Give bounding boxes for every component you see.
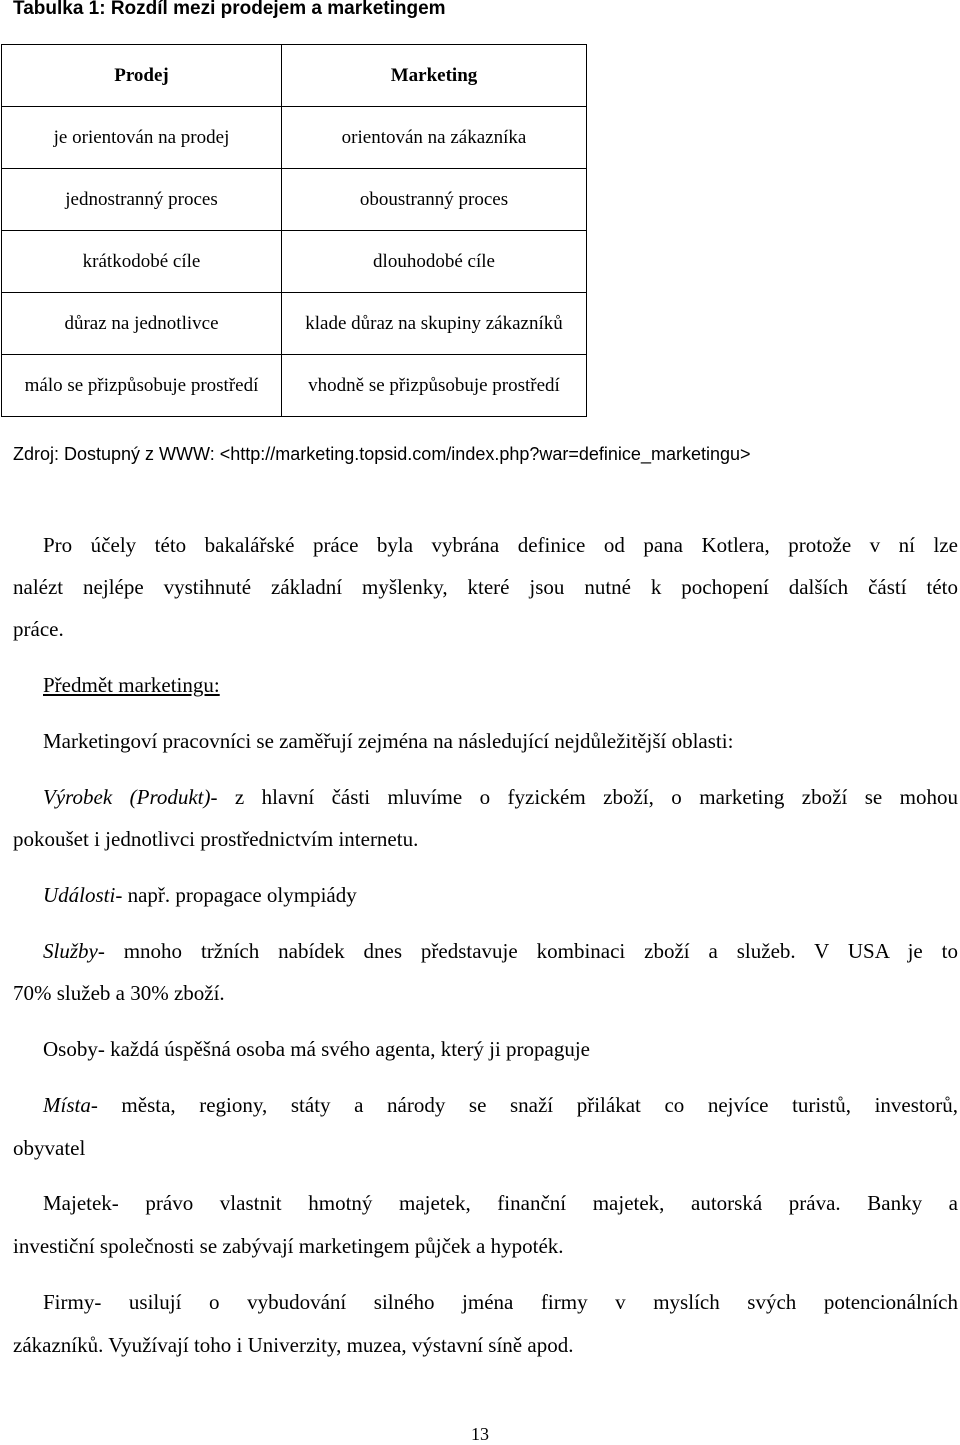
areas-intro: Marketingoví pracovníci se zaměřují zejména na následující nejdůležitější oblasti: <box>43 729 734 753</box>
table-cell: dlouhodobé cíle <box>282 231 587 293</box>
subject-heading: Předmět marketingu: <box>43 673 220 697</box>
table-row <box>2 293 587 355</box>
item-vyrobek-line-1 <box>13 776 958 818</box>
item-sluzby-line-2: 70% služeb a 30% zboží. <box>13 981 225 1005</box>
item-vyrobek-term: Výrobek (Produkt) <box>43 785 211 809</box>
table-cell: klade důraz na skupiny zákazníků <box>282 293 587 355</box>
item-vyrobek-line-2: pokoušet i jednotlivci prostřednictvím internetu. <box>13 827 419 851</box>
table-cell: orientován na zákazníka <box>282 107 587 169</box>
item-firmy-line-1: Firmy- usilují o vybudování silného jména firmy v myslích svých potencionálních <box>43 1290 958 1314</box>
intro-line-2: nalézt nejlépe vystihnuté základní myšlenky, které jsou nutné k pochopení dalších částí této <box>13 575 958 599</box>
item-udalosti-term: Události <box>43 883 116 907</box>
comparison-table <box>1 44 587 417</box>
intro-line-3: práce. <box>13 617 64 641</box>
item-firmy-line-2: zákazníků. Využívají toho i Univerzity, muzea, výstavní síně apod. <box>13 1333 574 1357</box>
item-sluzby-term: Služby <box>43 939 98 963</box>
header-prodej: Prodej <box>2 45 282 107</box>
table-row <box>2 231 587 293</box>
item-sluzby-line-1 <box>13 930 958 972</box>
table-cell: je orientován na prodej <box>2 107 282 169</box>
table-cell: krátkodobé cíle <box>2 231 282 293</box>
intro-line-1: Pro účely této bakalářské práce byla vybrána definice od pana Kotlera, protože v ní lze <box>43 533 958 557</box>
header-marketing: Marketing <box>282 45 587 107</box>
item-vyrobek-text: - z hlavní části mluvíme o fyzickém zboží, o marketing zboží se mohou <box>210 785 958 809</box>
table-cell: důraz na jednotlivce <box>2 293 282 355</box>
item-osoby: Osoby- každá úspěšná osoba má svého agenta, který ji propaguje <box>43 1037 591 1061</box>
item-sluzby-text: - mnoho tržních nabídek dnes představuje kombinaci zboží a služeb. V USA je to <box>97 939 958 963</box>
item-udalosti <box>13 874 958 916</box>
subject-heading-row <box>13 664 958 706</box>
table-cell: jednostranný proces <box>2 169 282 231</box>
table-header-row <box>2 45 587 107</box>
table-row <box>2 355 587 417</box>
table-row <box>2 107 587 169</box>
item-mista-line-2: obyvatel <box>13 1136 86 1160</box>
item-mista-line-1 <box>13 1084 958 1126</box>
table-row <box>2 169 587 231</box>
item-mista-term: Místa <box>43 1093 91 1117</box>
table-cell: oboustranný proces <box>282 169 587 231</box>
item-majetek-line-2: investiční společnosti se zabývají marketingem půjček a hypoték. <box>13 1234 564 1258</box>
page-number: 13 <box>471 1424 489 1444</box>
item-udalosti-text: - např. propagace olympiády <box>115 883 357 907</box>
table-source: Zdroj: Dostupný z WWW: <http://marketing.topsid.com/index.php?war=definice_marketingu> <box>13 444 751 464</box>
item-mista-text: - města, regiony, státy a národy se snaží přilákat co nejvíce turistů, investorů, <box>90 1093 958 1117</box>
table-cell: málo se přizpůsobuje prostředí <box>2 355 282 417</box>
table-cell: vhodně se přizpůsobuje prostředí <box>282 355 587 417</box>
table-caption: Tabulka 1: Rozdíl mezi prodejem a marketingem <box>13 0 446 19</box>
item-majetek-line-1: Majetek- právo vlastnit hmotný majetek, finanční majetek, autorská práva. Banky a <box>43 1191 958 1215</box>
